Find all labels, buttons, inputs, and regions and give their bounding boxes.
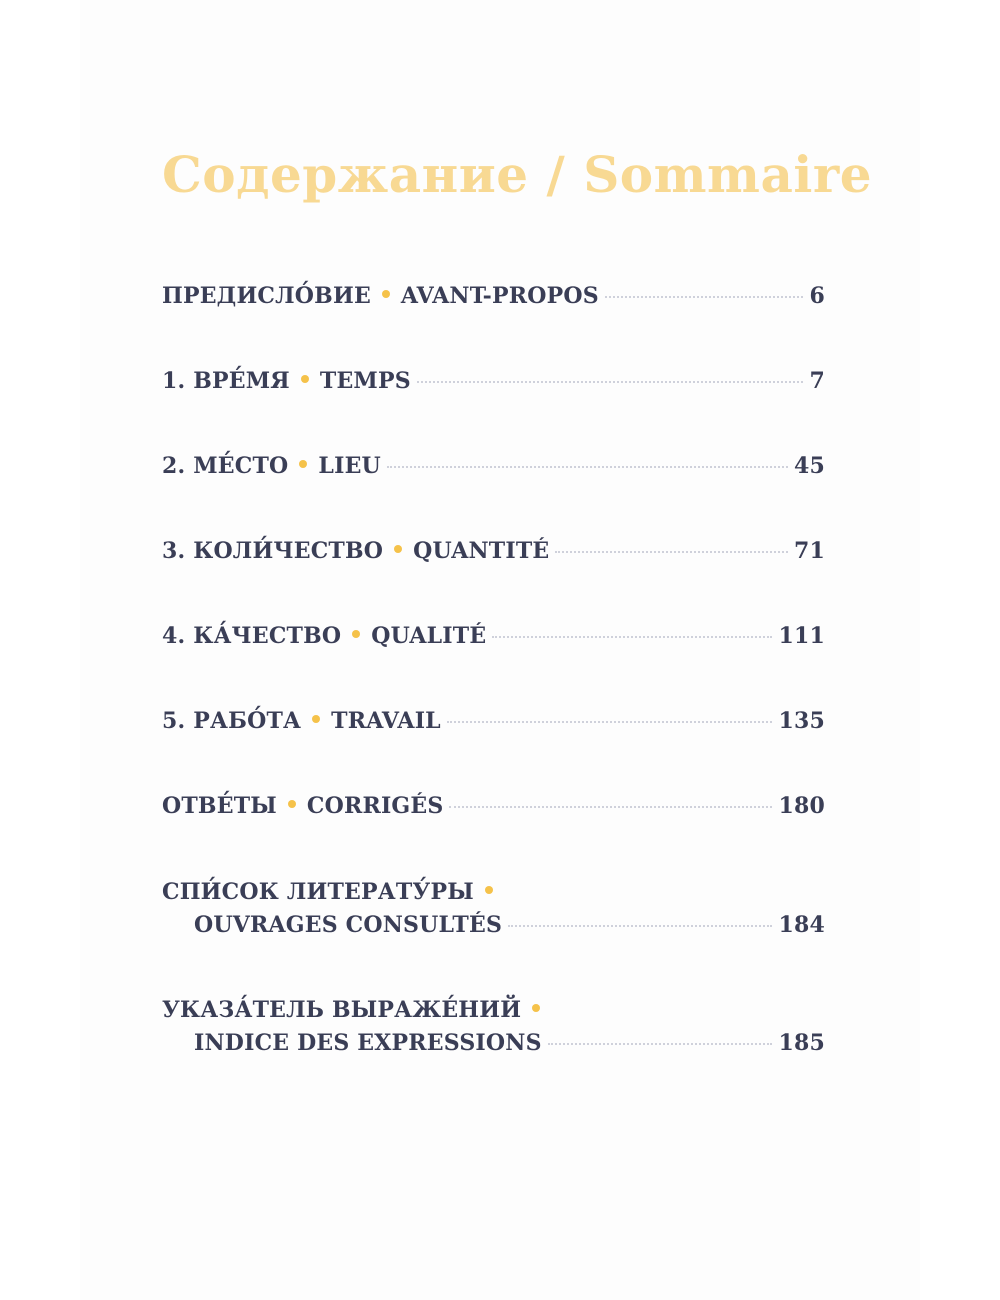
toc-entry-line <box>162 705 825 738</box>
toc-entry-preface[interactable] <box>162 280 825 313</box>
toc-entry-work[interactable] <box>162 705 825 738</box>
toc-entry-ru: ОТВЕ́ТЫ <box>162 793 277 819</box>
bullet-dot-icon <box>485 886 493 894</box>
dot-leader <box>492 636 772 638</box>
toc-entry-quality[interactable] <box>162 620 825 653</box>
toc-entry-fr: QUANTITÉ <box>413 538 550 564</box>
toc-entry-page: 71 <box>793 538 825 564</box>
toc-entry-ru: СПИ́СОК ЛИТЕРАТУ́РЫ <box>162 879 474 905</box>
toc-entry-ru: 4. КА́ЧЕСТВО <box>162 623 342 649</box>
dot-leader <box>605 296 804 298</box>
toc-entry-ru: 1. ВРЕ́МЯ <box>162 368 290 394</box>
toc-entry-page: 135 <box>778 708 825 734</box>
toc-entry-ru: 5. РАБО́ТА <box>162 708 302 734</box>
toc-entry-ru: 2. МЕ́СТО <box>162 453 289 479</box>
toc-entry-line <box>162 909 825 942</box>
toc-entry-fr: INDICE DES EXPRESSIONS <box>194 1030 542 1056</box>
toc-entry-quantity[interactable] <box>162 535 825 568</box>
page-title: Содержание / Sommaire <box>162 145 873 204</box>
toc-entry-page: 180 <box>778 793 825 819</box>
toc-entry-fr: CORRIGÉS <box>306 793 444 819</box>
toc-entry-line <box>162 876 825 909</box>
toc-entry-fr: LIEU <box>318 453 381 479</box>
toc-entry-ru: 3. КОЛИ́ЧЕСТВО <box>162 538 384 564</box>
toc-entry-bibliography[interactable] <box>162 876 825 942</box>
bullet-dot-icon <box>352 630 360 638</box>
bullet-dot-icon <box>312 715 320 723</box>
toc-entry-time[interactable] <box>162 365 825 398</box>
toc-entry-line <box>162 280 825 313</box>
toc-entry-line <box>162 365 825 398</box>
toc-entry-line <box>162 994 825 1027</box>
bullet-dot-icon <box>382 290 390 298</box>
toc-entry-page: 7 <box>809 368 825 394</box>
toc-entry-fr: TRAVAIL <box>331 708 441 734</box>
bullet-dot-icon <box>301 375 309 383</box>
bullet-dot-icon <box>394 545 402 553</box>
bullet-dot-icon <box>532 1004 540 1012</box>
bullet-dot-icon <box>288 800 296 808</box>
dot-leader <box>447 721 773 723</box>
toc-entry-page: 185 <box>778 1030 825 1056</box>
toc-entry-line <box>162 1027 825 1060</box>
toc-entry-page: 184 <box>778 912 825 938</box>
toc-entry-page: 111 <box>778 623 825 649</box>
dot-leader <box>417 381 804 383</box>
toc-entry-ru: ПРЕДИСЛО́ВИЕ <box>162 283 371 309</box>
toc-entry-index[interactable] <box>162 994 825 1060</box>
toc-entry-fr: TEMPS <box>319 368 411 394</box>
toc-entry-line <box>162 535 825 568</box>
toc-entry-ru: УКАЗА́ТЕЛЬ ВЫРАЖЕ́НИЙ <box>162 997 522 1023</box>
toc-entry-line <box>162 620 825 653</box>
dot-leader <box>449 806 772 808</box>
toc-entry-fr: OUVRAGES CONSULTÉS <box>194 912 503 938</box>
dot-leader <box>555 551 788 553</box>
toc-entry-fr: AVANT-PROPOS <box>400 283 599 309</box>
toc-entry-line <box>162 450 825 483</box>
toc-entry-line <box>162 790 825 823</box>
dot-leader <box>548 1043 773 1045</box>
toc-entry-answers[interactable] <box>162 790 825 823</box>
toc-entry-fr: QUALITÉ <box>371 623 487 649</box>
dot-leader <box>508 925 772 927</box>
bullet-dot-icon <box>299 460 307 468</box>
toc-entry-page: 6 <box>809 283 825 309</box>
toc-entry-place[interactable] <box>162 450 825 483</box>
toc-entry-page: 45 <box>793 453 825 479</box>
table-of-contents <box>162 0 825 1300</box>
dot-leader <box>387 466 788 468</box>
